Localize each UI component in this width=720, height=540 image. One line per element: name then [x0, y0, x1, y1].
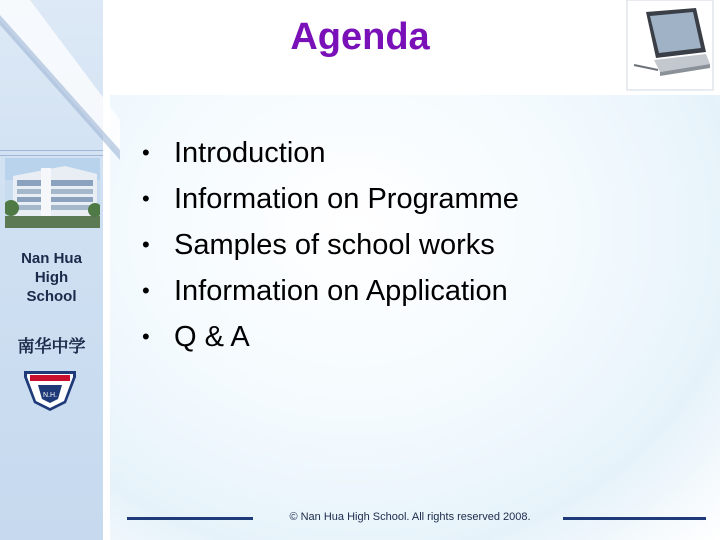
school-crest-icon — [20, 363, 80, 413]
sidebar-diagonal-stripe — [0, 0, 120, 160]
list-item — [142, 314, 519, 360]
school-name-line: High — [34, 269, 69, 286]
list-item — [142, 130, 519, 176]
list-item — [142, 268, 519, 314]
school-name-chinese: 南华中学 — [17, 337, 86, 357]
agenda-item-label: Information on Application — [174, 274, 508, 307]
bullet: • — [142, 278, 150, 303]
bullet: • — [142, 140, 150, 165]
sidebar — [0, 0, 103, 540]
agenda-item-label: Introduction — [174, 136, 326, 169]
list-item — [142, 222, 519, 268]
crest-text: N.H. — [43, 392, 57, 399]
footer-copyright: © Nan Hua High School. All rights reserved 2008. — [289, 511, 531, 523]
school-building-photo — [5, 158, 100, 228]
school-name — [0, 249, 103, 306]
agenda-item-label: Q & A — [174, 320, 250, 353]
bullet: • — [142, 324, 150, 349]
school-name-line: Nan Hua — [21, 250, 82, 267]
slide-title: Agenda — [290, 16, 430, 58]
sidebar-divider — [0, 150, 103, 156]
laptop-icon — [624, 0, 716, 92]
list-item — [142, 176, 519, 222]
bullet: • — [142, 186, 150, 211]
footer-divider-right — [563, 517, 706, 520]
school-name-line: School — [26, 288, 77, 305]
agenda-item-label: Information on Programme — [174, 182, 519, 215]
agenda-list — [142, 130, 519, 360]
agenda-item-label: Samples of school works — [174, 228, 495, 261]
bullet: • — [142, 232, 150, 257]
footer-divider-left — [127, 517, 253, 520]
